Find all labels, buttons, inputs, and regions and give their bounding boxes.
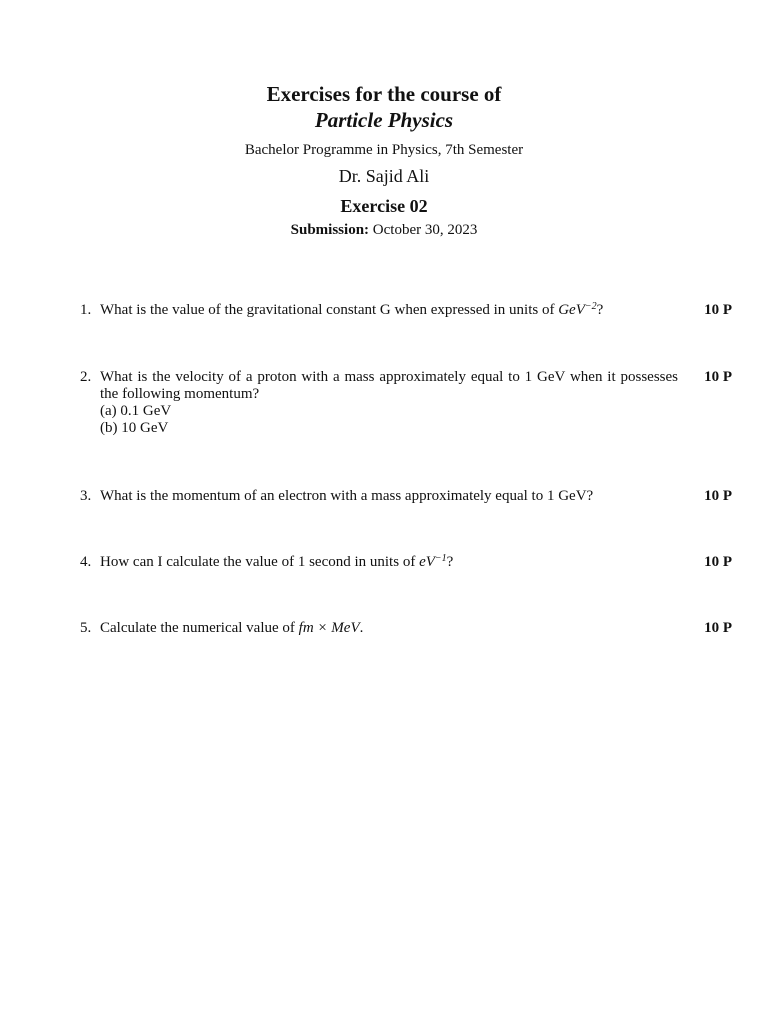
option-a: (a) 0.1 GeV — [100, 403, 172, 419]
points-badge: 10 P — [704, 488, 732, 504]
math-expression: GeV — [558, 302, 585, 318]
question-number: 2. — [80, 369, 92, 385]
question-number: 1. — [80, 302, 92, 318]
points-badge: 10 P — [704, 620, 732, 636]
points-badge: 10 P — [704, 302, 732, 318]
submission-date: October 30, 2023 — [372, 222, 478, 238]
math-exponent: −1 — [434, 553, 447, 564]
course-title: Particle Physics — [314, 108, 454, 132]
author-name: Dr. Sajid Ali — [338, 166, 430, 186]
question-text: How can I calculate the value of 1 second in units of $eV^{-1}$? — [100, 553, 454, 570]
submission-label: Submission: — [290, 222, 370, 238]
programme-line: Bachelor Programme in Physics, 7th Semester — [244, 142, 524, 158]
option-b: (b) 10 GeV — [100, 420, 169, 436]
question-text: Calculate the numerical value of fm × MeV. — [100, 620, 364, 636]
math-expression: fm × MeV — [298, 620, 360, 636]
exercise-number: Exercise 02 — [340, 196, 428, 216]
submission-line — [0, 222, 768, 239]
points-badge: 10 P — [704, 554, 732, 570]
question-text: What is the velocity of a proton with a mass approximately equal to 1 GeV when it possesses the following momentum? (a) 0.1 GeV (b) 10 GeV — [100, 369, 678, 436]
question-number: 3. — [80, 488, 92, 504]
math-exponent: −2 — [584, 301, 597, 312]
question-number: 4. — [80, 554, 92, 570]
question-text: What is the value of the gravitational constant G when expressed in units of GeV$^{-2}$? — [100, 301, 604, 318]
question-text: What is the momentum of an electron with a mass approximately equal to 1 GeV? — [100, 488, 594, 504]
points-badge: 10 P — [704, 369, 732, 385]
title-line-1: Exercises for the course of — [266, 82, 502, 106]
math-expression: eV — [419, 554, 435, 570]
question-number: 5. — [80, 620, 92, 636]
